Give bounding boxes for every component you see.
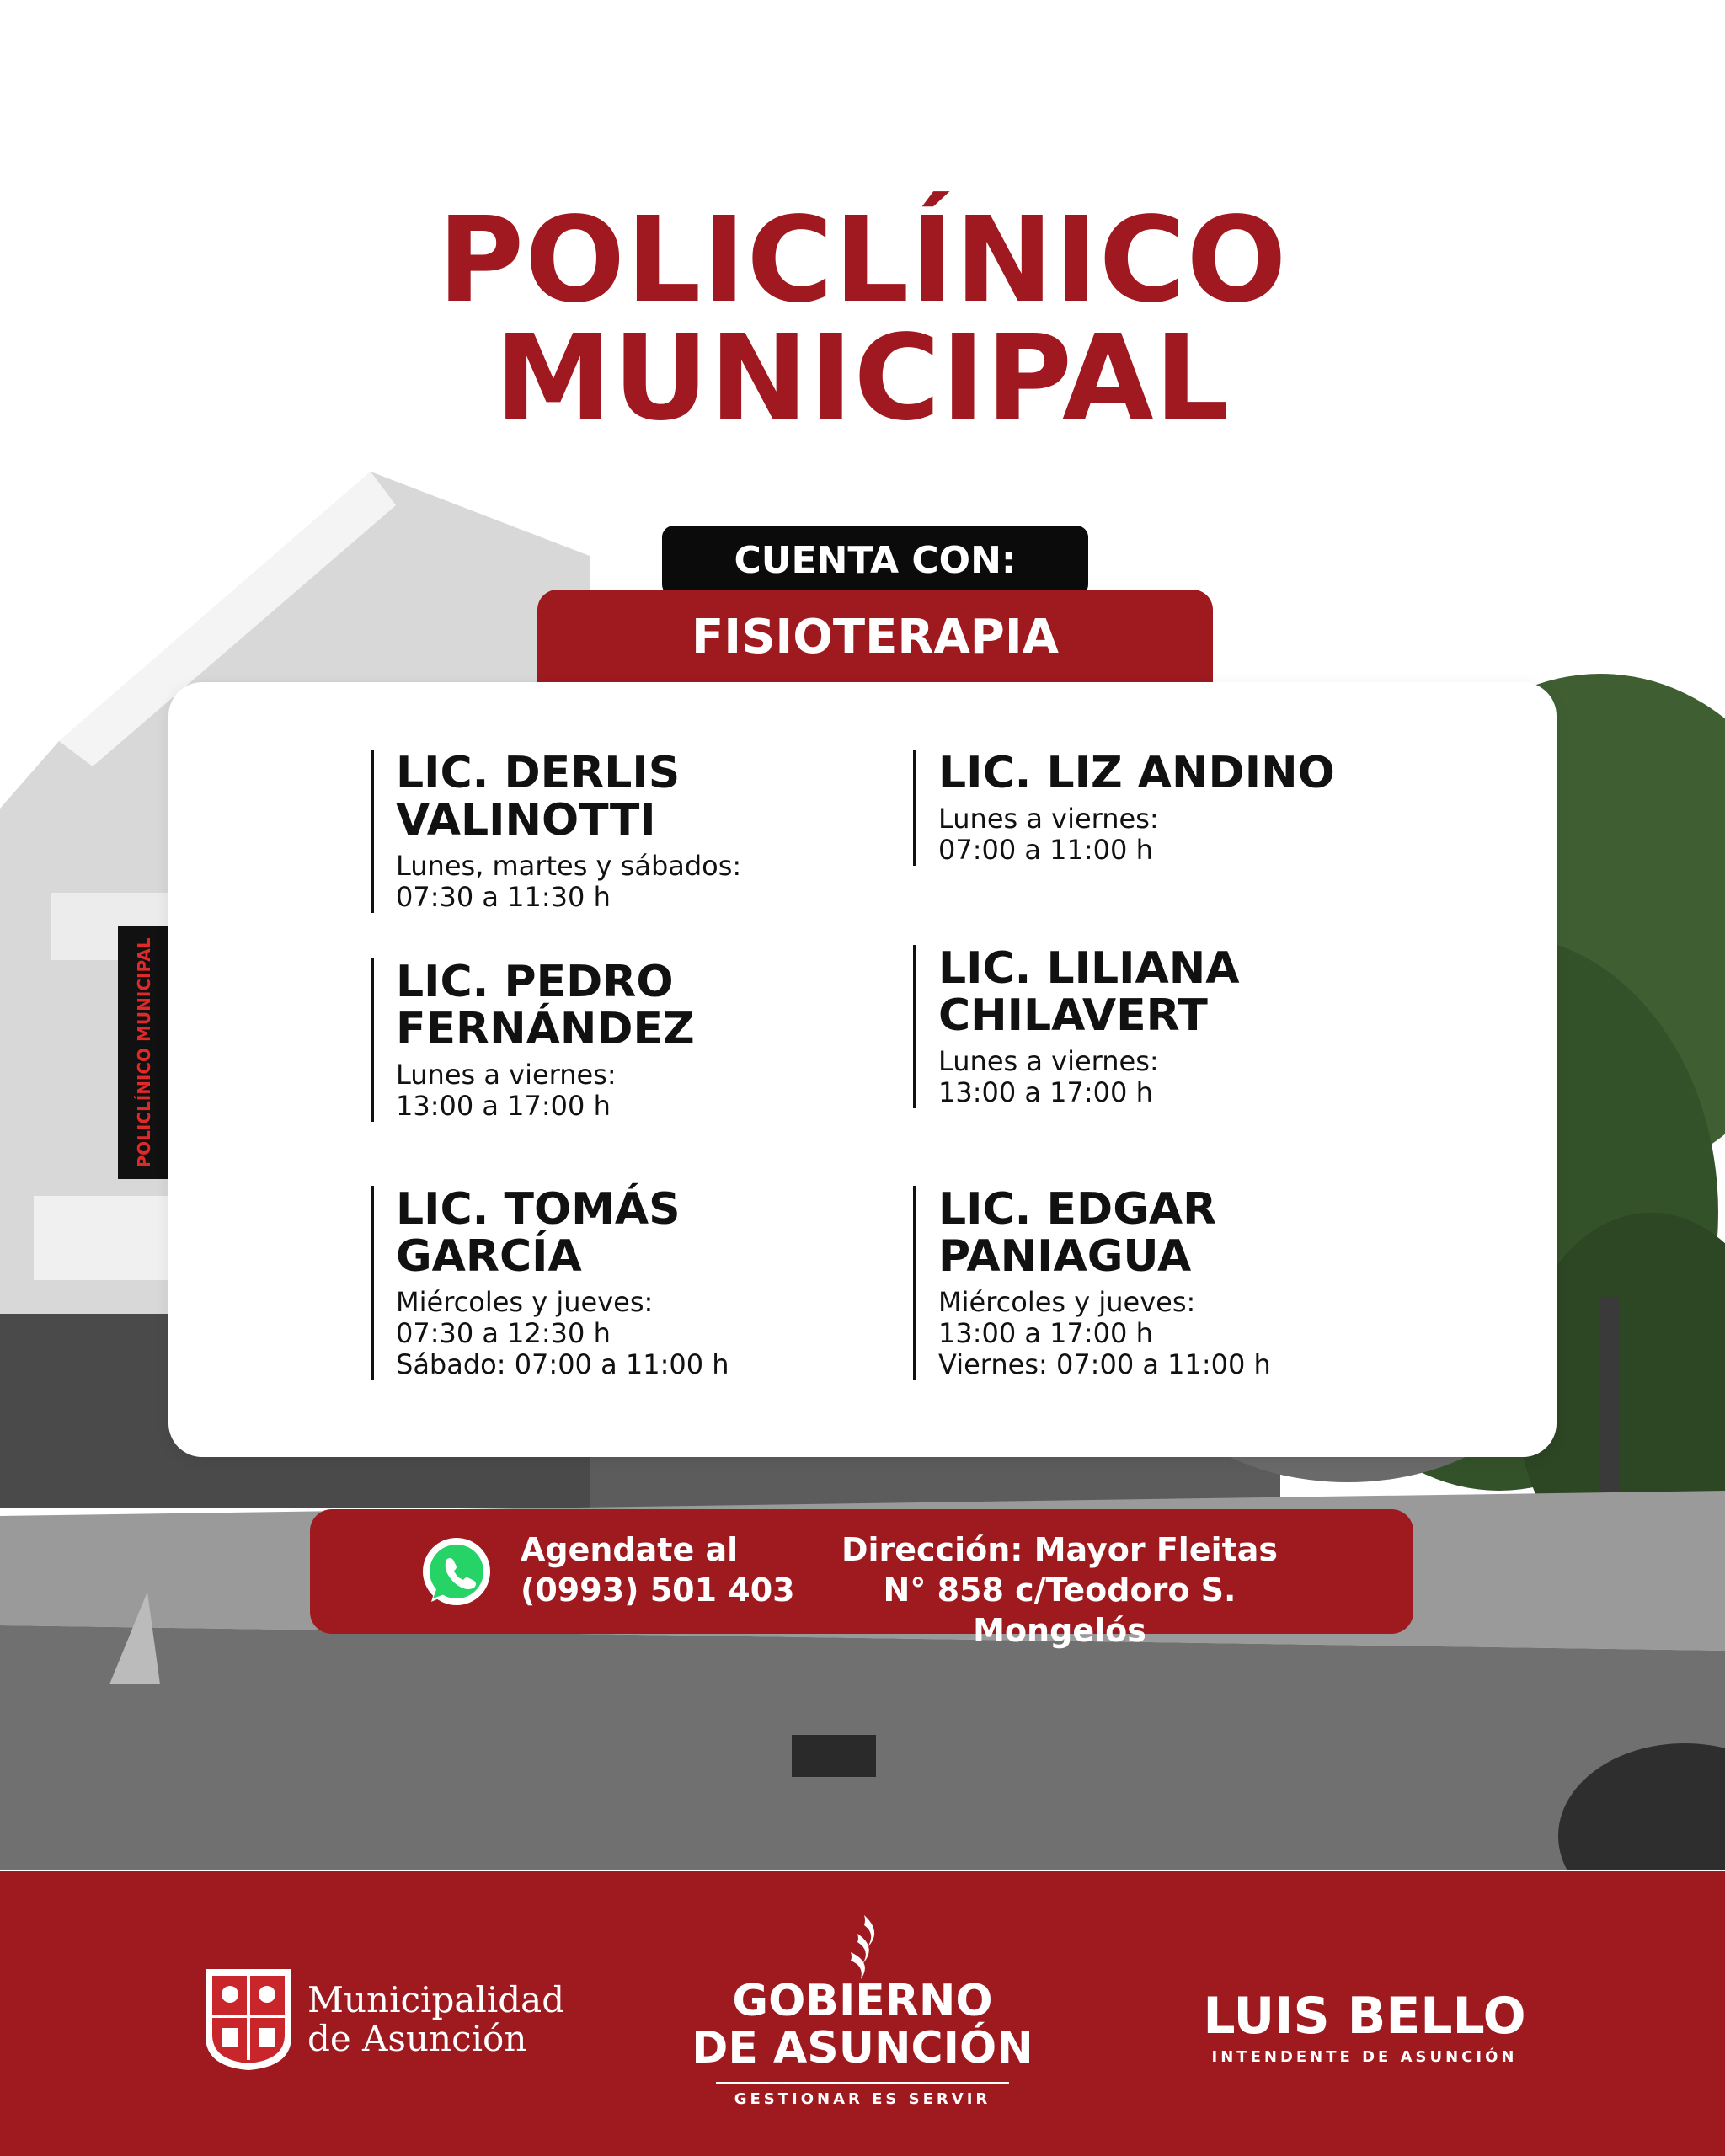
municipality-name: [307, 1981, 564, 2058]
professional-name: LIC. LILIANA CHILAVERT: [938, 943, 1240, 1041]
flame-logo-icon: [839, 1913, 886, 1981]
luis-bello-title: INTENDENTE DE ASUNCIÓN: [1211, 2048, 1518, 2066]
gobierno-tagline: GESTIONAR ES SERVIR: [734, 2090, 991, 2108]
building-sign-text: POLICLÍNICO MUNICIPAL: [134, 937, 154, 1168]
service-label: FISIOTERAPIA: [537, 590, 1213, 686]
professional-entry: [371, 1186, 729, 1380]
gobierno-line2: DE ASUNCIÓN: [692, 2023, 1033, 2073]
address-line2: N° 858 c/Teodoro S. Mongelós: [883, 1572, 1236, 1649]
contact-bar: [310, 1509, 1413, 1649]
municipality-line2: de Asunción: [307, 2018, 527, 2059]
professional-name: LIC. TOMÁS GARCÍA: [396, 1184, 681, 1282]
professional-schedule: Lunes a viernes: 13:00 a 17:00 h: [396, 1059, 617, 1122]
gobierno-logo-text: [691, 1977, 1034, 2072]
phone-info[interactable]: [521, 1529, 795, 1610]
professional-name: LIC. EDGAR PANIAGUA: [938, 1184, 1217, 1282]
professionals-card: [168, 682, 1557, 1457]
luis-bello-name: LUIS BELLO: [1203, 1987, 1526, 2046]
professional-schedule: Lunes, martes y sábados: 07:30 a 11:30 h: [396, 850, 742, 913]
page-title-line1: POLICLÍNICO: [437, 192, 1288, 329]
professional-entry: [913, 750, 1335, 866]
page-title-line2: MUNICIPAL: [494, 310, 1231, 447]
municipality-crest-logo: [200, 1964, 296, 2073]
whatsapp-icon[interactable]: [419, 1534, 494, 1609]
phone-label: Agendate al: [521, 1531, 739, 1568]
gobierno-line1: GOBIERNO: [732, 1976, 993, 2026]
phone-number[interactable]: (0993) 501 403: [521, 1572, 795, 1609]
address-info: [807, 1529, 1312, 1651]
address-line1: Dirección: Mayor Fleitas: [841, 1531, 1279, 1568]
building-sign: [118, 926, 170, 1179]
footer: [0, 1871, 1725, 2156]
professional-schedule: Miércoles y jueves: 13:00 a 17:00 h Viernes: 07:00 a 11:00 h: [938, 1286, 1271, 1380]
professional-entry: [913, 945, 1239, 1108]
professional-schedule: Lunes a viernes: 07:00 a 11:00 h: [938, 803, 1159, 866]
professional-schedule: Miércoles y jueves: 07:30 a 12:30 h Sábado: 07:00 a 11:00 h: [396, 1286, 729, 1380]
professional-entry: [913, 1186, 1271, 1380]
professional-name: LIC. DERLIS VALINOTTI: [396, 748, 681, 846]
professional-name: LIC. PEDRO FERNÁNDEZ: [396, 957, 695, 1054]
professional-entry: [371, 750, 741, 913]
cuenta-con-label: CUENTA CON:: [662, 526, 1088, 596]
divider: [716, 2082, 1009, 2084]
municipality-line1: Municipalidad: [307, 1979, 565, 2020]
professional-entry: [371, 958, 695, 1122]
professional-schedule: Lunes a viernes: 13:00 a 17:00 h: [938, 1045, 1159, 1108]
professional-name: LIC. LIZ ANDINO: [938, 748, 1335, 798]
